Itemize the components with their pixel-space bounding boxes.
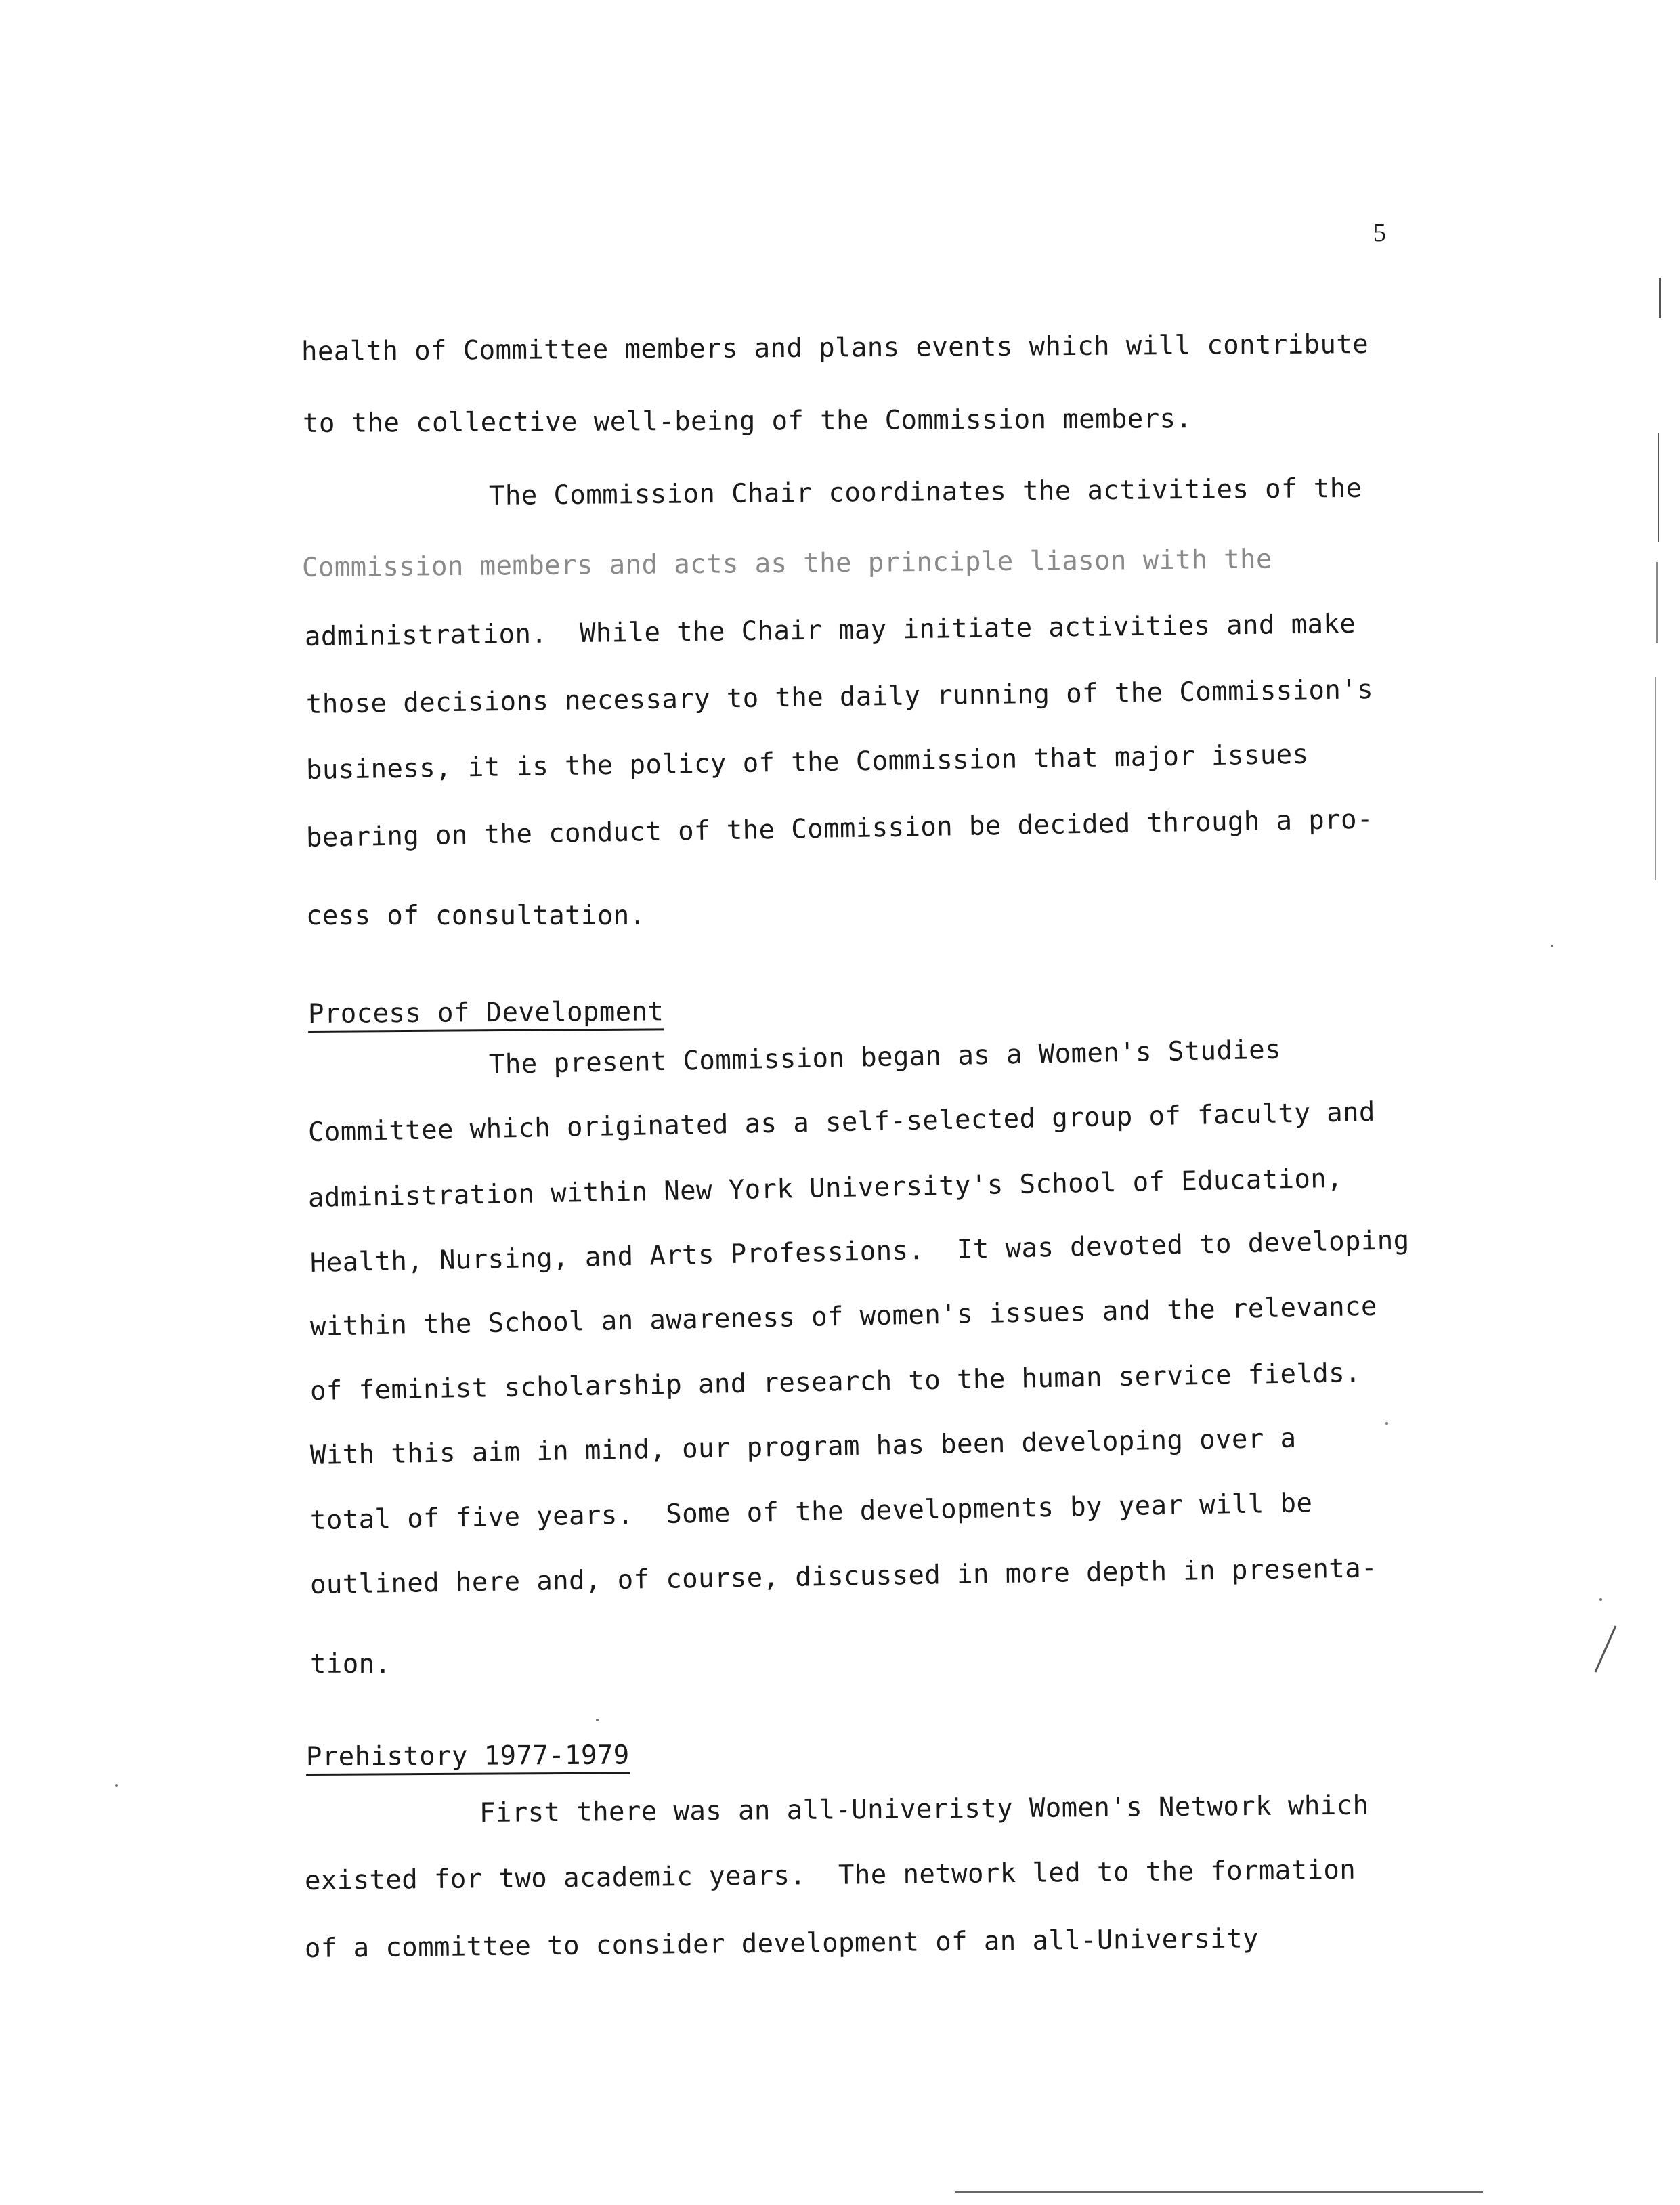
text-line: Committee which originated as a self-selected group of faculty and bbox=[307, 1096, 1376, 1148]
text-line: With this aim in mind, our program has been developing over a bbox=[309, 1423, 1297, 1471]
text-line: tion. bbox=[310, 1649, 391, 1679]
scan-speck bbox=[596, 1719, 599, 1721]
text-line: The Commission Chair coordinates the activities of the bbox=[488, 473, 1362, 511]
text-line: The present Commission began as a Women's Studies bbox=[488, 1034, 1282, 1080]
text-line: total of five years. Some of the developments by year will be bbox=[309, 1488, 1313, 1536]
section-heading: Process of Development bbox=[308, 996, 664, 1033]
text-line: those decisions necessary to the daily running of the Commission's bbox=[305, 674, 1374, 720]
text-line: cess of consultation. bbox=[306, 901, 646, 931]
text-line: administration. While the Chair may initiate activities and make bbox=[304, 609, 1356, 652]
section-heading: Prehistory 1977-1979 bbox=[306, 1740, 630, 1776]
text-line: within the School an awareness of women's issues and the relevance bbox=[309, 1291, 1378, 1342]
text-line: of a committee to consider development of an all-University bbox=[304, 1923, 1259, 1964]
text-line: to the collective well-being of the Commission members. bbox=[302, 404, 1192, 439]
scan-speck bbox=[115, 1784, 118, 1787]
text-line: Commission members and acts as the principle liason with the bbox=[301, 544, 1272, 583]
text-line: existed for two academic years. The network led to the formation bbox=[304, 1854, 1356, 1896]
text-line: Health, Nursing, and Arts Professions. It was devoted to developing bbox=[309, 1224, 1410, 1279]
scan-edge-mark bbox=[1659, 278, 1661, 318]
scan-speck bbox=[1551, 945, 1553, 947]
scan-edge-mark bbox=[1656, 562, 1658, 643]
text-line: of feminist scholarship and research to the human service fields. bbox=[309, 1357, 1362, 1407]
scan-edge-mark bbox=[1655, 677, 1656, 880]
text-line: bearing on the conduct of the Commission be decided through a pro- bbox=[305, 804, 1374, 853]
text-line: health of Committee members and plans events which will contribute bbox=[301, 328, 1369, 367]
scan-speck bbox=[1599, 1598, 1602, 1601]
text-line: outlined here and, of course, discussed in more depth in presenta- bbox=[309, 1553, 1378, 1600]
page-number: 5 bbox=[1373, 219, 1386, 247]
scan-stroke bbox=[1591, 1622, 1618, 1676]
text-line: business, it is the policy of the Commission that major issues bbox=[305, 739, 1309, 786]
scan-edge-mark bbox=[1658, 433, 1659, 542]
text-line: administration within New York University's School of Education, bbox=[307, 1163, 1343, 1214]
text-line: First there was an all-Univeristy Women's Network which bbox=[479, 1790, 1369, 1828]
scan-speck bbox=[1385, 1422, 1388, 1425]
scan-footer-rule bbox=[955, 2191, 1483, 2193]
